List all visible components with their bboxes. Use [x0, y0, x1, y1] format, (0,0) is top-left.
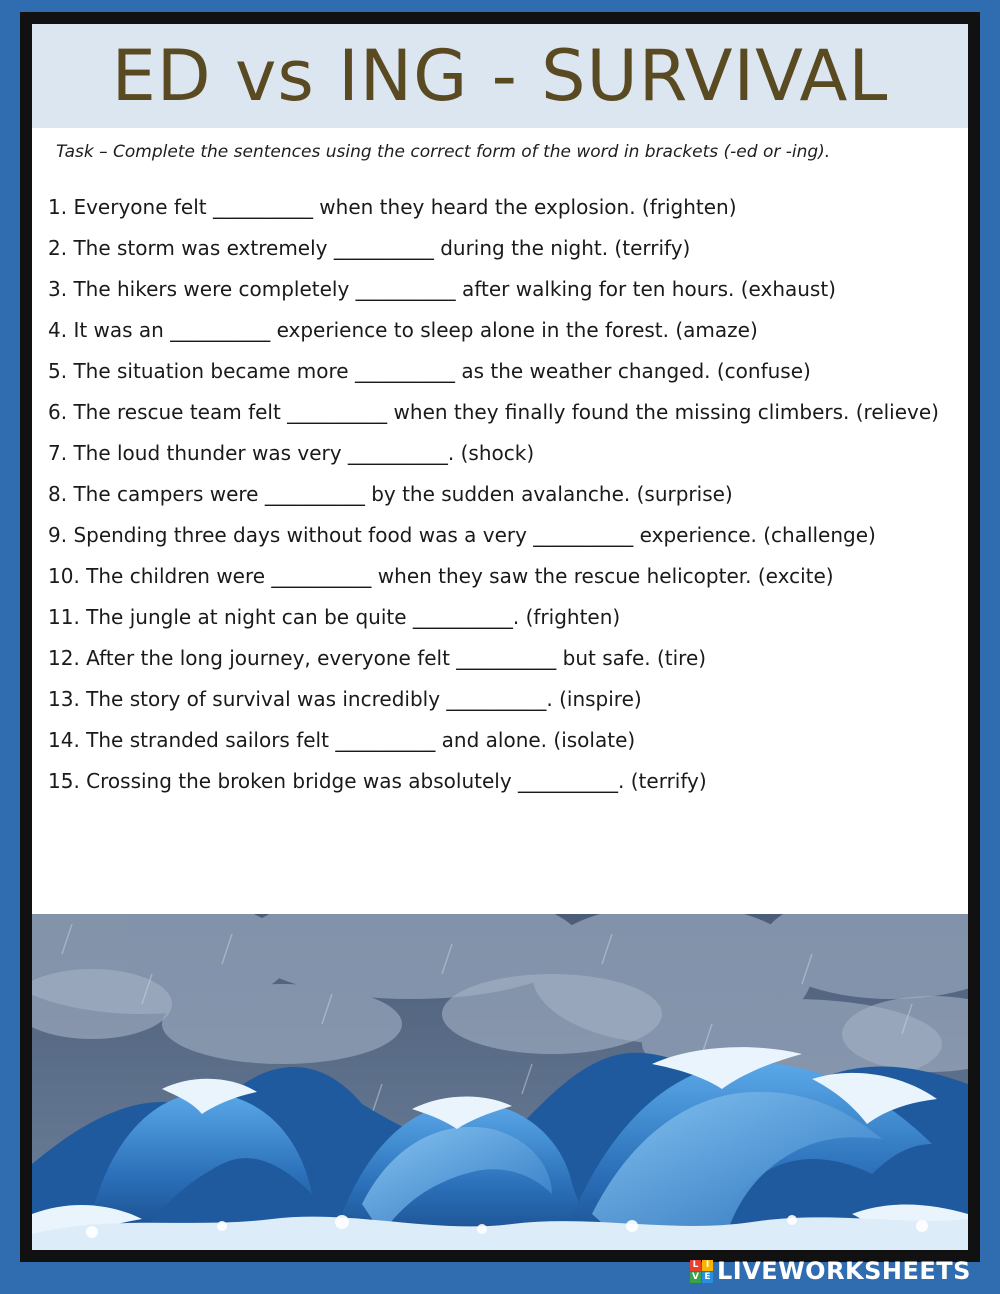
logo-letter: E [702, 1272, 713, 1283]
sentence-item: 4. It was an __________ experience to sleep alone in the forest. (amaze) [48, 318, 758, 342]
sentence-item: 5. The situation became more __________ as the weather changed. (confuse) [48, 359, 811, 383]
liveworksheets-logo-icon [690, 1260, 713, 1283]
sentence-item: 10. The children were __________ when they saw the rescue helicopter. (excite) [48, 564, 834, 588]
liveworksheets-watermark [690, 1257, 971, 1285]
sentence-item: 1. Everyone felt __________ when they heard the explosion. (frighten) [48, 195, 737, 219]
sentence-item: 7. The loud thunder was very __________. (shock) [48, 441, 535, 465]
watermark-text: LIVEWORKSHEETS [717, 1257, 971, 1285]
storm-waves-illustration [32, 914, 968, 1250]
sentence-item: 11. The jungle at night can be quite __________. (frighten) [48, 605, 621, 629]
sentence-list [48, 187, 953, 802]
logo-letter: L [690, 1260, 701, 1271]
sentence-item: 3. The hikers were completely __________ after walking for ten hours. (exhaust) [48, 277, 836, 301]
page-title: ED vs ING - SURVIVAL [111, 35, 889, 117]
worksheet [32, 24, 968, 1250]
sentence-item: 13. The story of survival was incredibly __________. (inspire) [48, 687, 642, 711]
sentence-item: 8. The campers were __________ by the sudden avalanche. (surprise) [48, 482, 733, 506]
sentence-item: 6. The rescue team felt __________ when they finally found the missing climbers. (relieve) [48, 400, 939, 424]
sentence-item: 12. After the long journey, everyone felt __________ but safe. (tire) [48, 646, 707, 670]
sentence-item: 9. Spending three days without food was a very __________ experience. (challenge) [48, 523, 876, 547]
sentence-item: 15. Crossing the broken bridge was absolutely __________. (terrify) [48, 769, 707, 793]
logo-letter: V [690, 1272, 701, 1283]
sentence-item: 2. The storm was extremely __________ during the night. (terrify) [48, 236, 691, 260]
logo-letter: I [702, 1260, 713, 1271]
task-instructions: Task – Complete the sentences using the correct form of the word in brackets (-ed or -ing). [56, 142, 831, 162]
title-banner [32, 24, 968, 128]
sentence-item: 14. The stranded sailors felt __________ and alone. (isolate) [48, 728, 636, 752]
